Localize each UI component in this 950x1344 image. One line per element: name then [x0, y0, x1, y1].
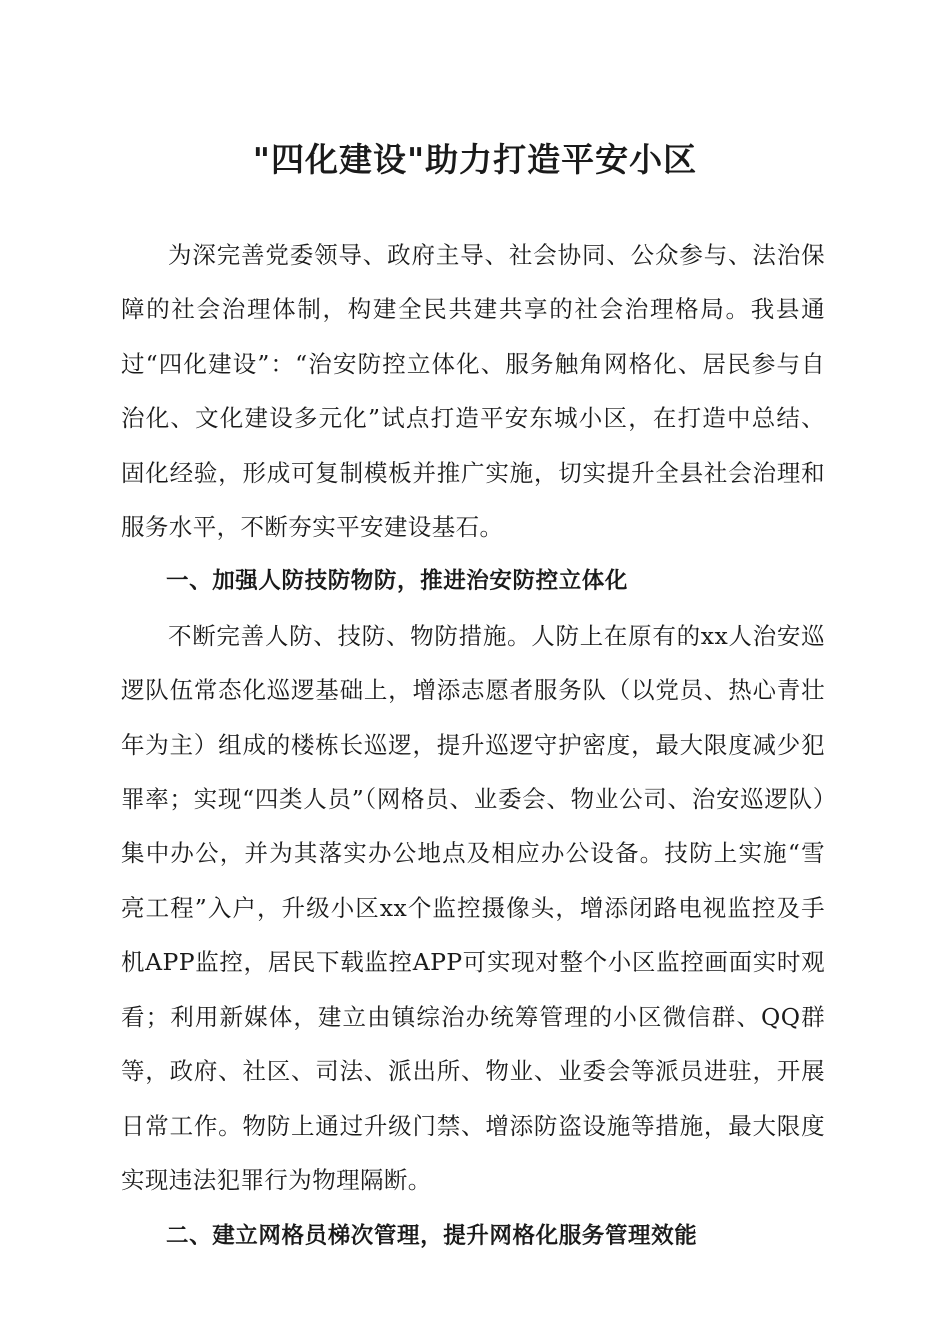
section-1-paragraph: 不断完善人防、技防、物防措施。人防上在原有的xx人治安巡逻队伍常态化巡逻基础上，增添志愿者服务队（以党员、热心青壮年为主）组成的楼栋长巡逻，提升巡逻守护密度，最大限度减少犯罪率；实现“四类人员”（网格员、业委会、物业公司、治安巡逻队）集中办公，并为其落实办公地点及相应办公设备。技防上实施“雪亮工程”入户，升级小区xx个监控摄像头，增添闭路电视监控及手机APP监控，居民下载监控APP可实现对整个小区监控画面实时观看；利用新媒体，建立由镇综治办统筹管理的小区微信群、QQ群等，政府、社区、司法、派出所、物业、业委会等派员进驻，开展日常工作。物防上通过升级门禁、增添防盗设施等措施，最大限度实现违法犯罪行为物理隔断。: [121, 621, 825, 1194]
document-title: "四化建设"助力打造平安小区: [252, 140, 698, 179]
section-heading-2: 二、建立网格员梯次管理，提升网格化服务管理效能: [166, 1223, 698, 1250]
document-body: [121, 228, 825, 1264]
section-heading-1: 一、加强人防技防物防，推进治安防控立体化: [166, 568, 629, 595]
intro-paragraph: 为深完善党委领导、政府主导、社会协同、公众参与、法治保障的社会治理体制，构建全民共建共享的社会治理格局。我县通过“四化建设”：“治安防控立体化、服务触角网格化、居民参与自治化、文化建设多元化”试点打造平安东城小区，在打造中总结、固化经验，形成可复制模板并推广实施，切实提升全县社会治理和服务水平，不断夯实平安建设基石。: [121, 241, 825, 542]
